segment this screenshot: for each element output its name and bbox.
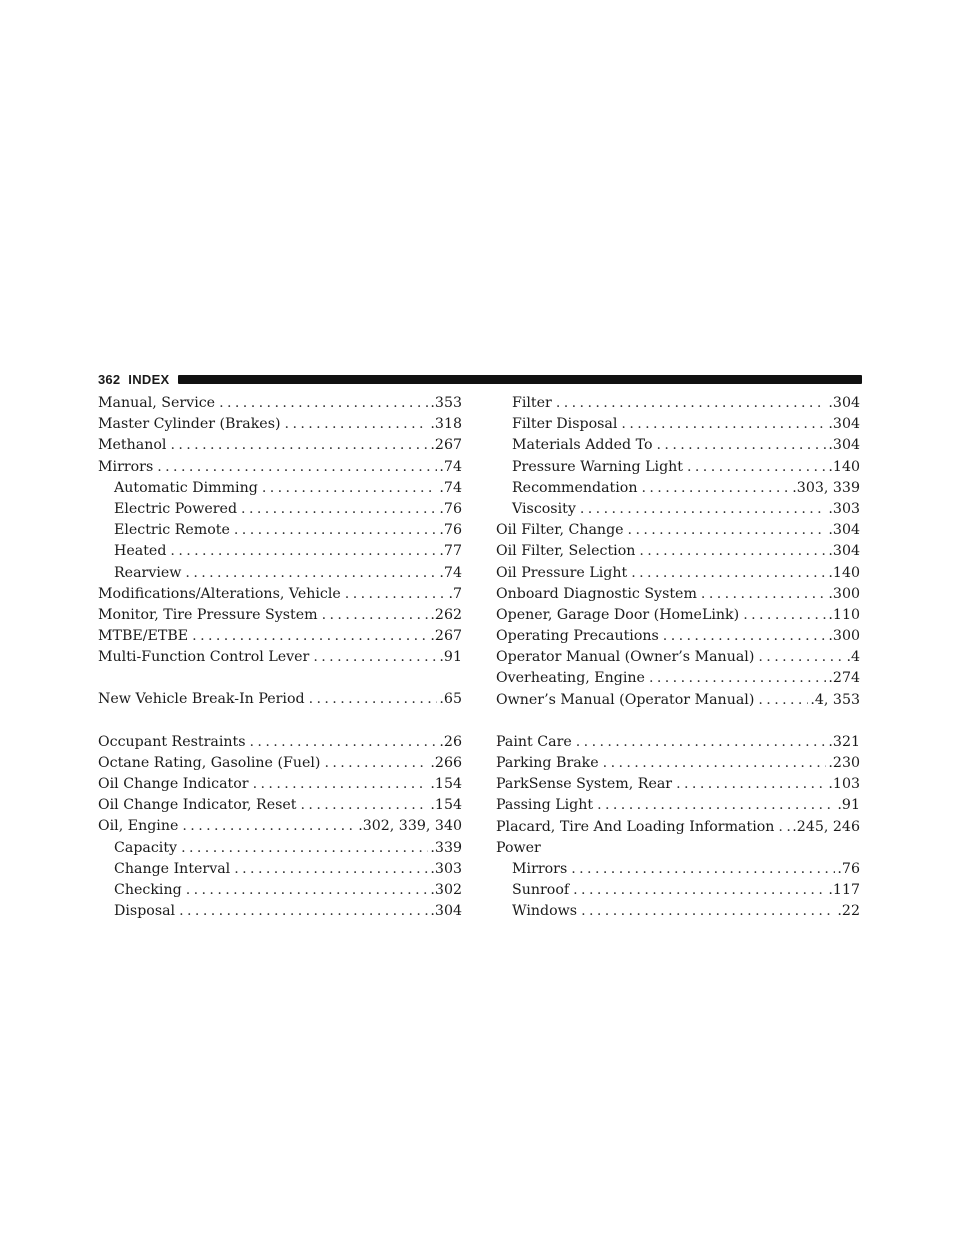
dot-leader [621, 414, 826, 435]
index-pages: .267 [430, 437, 462, 454]
index-pages: .230 [828, 755, 860, 771]
index-term: Oil Change Indicator, Reset [98, 797, 297, 814]
index-subentry [496, 457, 860, 478]
dot-leader [778, 817, 790, 838]
index-term: Mirrors [512, 860, 568, 877]
index-term: Paint Care [496, 733, 572, 750]
index-entry [98, 774, 462, 795]
dot-leader [313, 647, 437, 668]
index-pages: .353 [430, 395, 462, 411]
index-entry [98, 605, 462, 626]
dot-leader [663, 626, 827, 647]
index-entry [496, 584, 860, 605]
index-subentry [98, 838, 462, 859]
index-term: Viscosity [512, 500, 576, 517]
index-entry [98, 753, 462, 774]
index-term: Operating Precautions [496, 628, 659, 645]
dot-leader [301, 795, 429, 816]
dot-leader [170, 435, 428, 456]
index-term: Materials Added To [512, 437, 653, 454]
index-entry [496, 774, 860, 795]
section-title: INDEX [128, 371, 170, 387]
dot-leader [641, 478, 790, 499]
index-subentry [98, 499, 462, 520]
index-term: Automatic Dimming [114, 479, 258, 496]
dot-leader [322, 605, 429, 626]
index-entry [98, 626, 462, 647]
index-pages: .262 [430, 606, 462, 623]
page-header [98, 370, 862, 388]
index-term: Owner’s Manual (Operator Manual) [496, 691, 755, 708]
index-entry [496, 647, 860, 668]
index-subentry [496, 478, 860, 499]
index-term: Oil Pressure Light [496, 564, 628, 581]
index-entry [496, 732, 860, 753]
index-entry [496, 520, 860, 541]
index-term: Methanol [98, 437, 167, 454]
index-pages: .303, 339 [792, 479, 860, 496]
index-subentry [98, 901, 462, 922]
index-pages: .302, 339, 340 [358, 818, 462, 835]
dot-leader [758, 647, 844, 668]
index-pages: .7 [448, 585, 462, 602]
index-term: Monitor, Tire Pressure System [98, 606, 318, 623]
index-entry [496, 817, 860, 838]
index-term: Disposal [114, 903, 176, 920]
index-subentry [98, 563, 462, 584]
index-subentry [98, 478, 462, 499]
index-term: Operator Manual (Owner’s Manual) [496, 649, 755, 666]
dot-leader [285, 414, 429, 435]
index-pages: .304 [828, 522, 860, 539]
index-term: Windows [512, 903, 578, 920]
index-term: Oil, Engine [98, 818, 179, 835]
index-subentry [98, 880, 462, 901]
dot-leader [185, 563, 437, 584]
dot-leader [157, 457, 437, 478]
index-pages: .267 [430, 628, 462, 645]
index-pages: .304 [828, 416, 860, 433]
dot-leader [628, 520, 827, 541]
index-entry [98, 393, 462, 414]
index-pages: .74 [439, 458, 462, 475]
page-number: 362 [98, 371, 121, 387]
index-subentry [496, 901, 860, 922]
index-pages: .304 [828, 395, 860, 411]
dot-leader [676, 774, 826, 795]
dot-leader [192, 626, 428, 647]
dot-leader [571, 859, 835, 880]
dot-leader [603, 753, 827, 774]
index-pages: .303 [430, 860, 462, 877]
index-pages: .303 [828, 500, 860, 517]
index-term: Overheating, Engine [496, 670, 645, 687]
index-term: Oil Change Indicator [98, 776, 249, 792]
dot-leader [687, 457, 826, 478]
index-entry [98, 816, 462, 837]
index-entry [98, 584, 462, 605]
index-pages: .300 [828, 585, 860, 602]
index-pages: .339 [430, 839, 462, 856]
dot-leader [309, 689, 438, 710]
index-entry [98, 795, 462, 816]
index-subentry [496, 393, 860, 414]
index-term: Mirrors [98, 458, 154, 475]
dot-leader [170, 541, 437, 562]
index-entry [98, 732, 462, 753]
dot-leader [324, 753, 428, 774]
index-term: Recommendation [512, 479, 638, 496]
index-term: Oil Filter, Change [496, 522, 624, 539]
index-subentry [496, 859, 860, 880]
index-entry [496, 605, 860, 626]
index-term: Manual, Service [98, 395, 216, 411]
dot-leader [186, 880, 429, 901]
index-entry [98, 647, 462, 668]
index-pages: .154 [430, 797, 462, 814]
index-pages: .76 [439, 522, 462, 539]
index-pages: .74 [439, 564, 462, 581]
index-pages: .304 [828, 437, 860, 454]
index-term: Oil Filter, Selection [496, 543, 636, 560]
index-entry [496, 690, 860, 711]
index-subentry [496, 499, 860, 520]
index-pages: .245, 246 [792, 818, 860, 835]
index-pages: .4, 353 [810, 691, 860, 708]
index-pages: .154 [430, 776, 462, 792]
dot-leader [657, 435, 827, 456]
dot-leader [556, 393, 827, 414]
index-term: Multi-Function Control Lever [98, 649, 310, 666]
index-pages: .318 [430, 416, 462, 433]
index-pages: .65 [439, 691, 462, 708]
index-column-right [496, 393, 860, 923]
index-term: Parking Brake [496, 755, 599, 771]
index-pages: .321 [828, 733, 860, 750]
index-pages: .110 [828, 606, 860, 623]
index-term: Power [496, 839, 541, 856]
index-pages: .140 [828, 458, 860, 475]
index-entry [496, 626, 860, 647]
dot-leader [179, 901, 428, 922]
index-pages: .4 [846, 649, 860, 666]
index-term: Checking [114, 881, 182, 898]
index-subentry [98, 520, 462, 541]
dot-leader [649, 668, 826, 689]
index-subentry [496, 414, 860, 435]
dot-leader [234, 520, 438, 541]
index-subentry [496, 435, 860, 456]
index-term: Placard, Tire And Loading Information [496, 818, 775, 835]
index-term: Onboard Diagnostic System [496, 585, 697, 602]
dot-leader [639, 541, 826, 562]
index-subentry [98, 859, 462, 880]
index-entry [496, 563, 860, 584]
index-pages: .302 [430, 881, 462, 898]
index-term: Filter Disposal [512, 416, 618, 433]
index-entry [496, 753, 860, 774]
index-pages: .117 [828, 882, 860, 899]
index-entry [98, 414, 462, 435]
index-entry [496, 795, 860, 816]
index-term: Capacity [114, 839, 178, 856]
index-pages: .76 [439, 500, 462, 517]
index-entry [496, 541, 860, 562]
index-pages: .26 [439, 733, 462, 750]
dot-leader [241, 499, 437, 520]
index-subentry [98, 541, 462, 562]
dot-leader [253, 774, 429, 795]
index-pages: .140 [828, 564, 860, 581]
dot-leader [181, 838, 428, 859]
index-term: Octane Rating, Gasoline (Fuel) [98, 754, 321, 771]
dot-leader [576, 732, 827, 753]
dot-leader [262, 478, 438, 499]
index-term: Opener, Garage Door (HomeLink) [496, 606, 740, 623]
index-subentry [496, 880, 860, 901]
index-heading [496, 838, 860, 859]
index-pages: .77 [439, 543, 462, 560]
dot-leader [743, 605, 826, 626]
index-pages: .274 [828, 670, 860, 687]
dot-leader [182, 816, 356, 837]
index-pages: .22 [837, 903, 860, 920]
index-pages: .300 [828, 628, 860, 645]
index-term: Electric Powered [114, 500, 238, 517]
index-term: Master Cylinder (Brakes) [98, 416, 281, 433]
dot-leader [580, 499, 827, 520]
dot-leader [758, 690, 808, 711]
index-pages: .304 [430, 903, 462, 920]
dot-leader [345, 584, 447, 605]
index-pages: .91 [439, 649, 462, 666]
index-entry [98, 435, 462, 456]
index-pages: .266 [430, 754, 462, 771]
index-term: Heated [114, 543, 167, 560]
index-term: Electric Remote [114, 522, 230, 539]
dot-leader [631, 563, 826, 584]
index-term: Passing Light [496, 797, 594, 814]
index-term: New Vehicle Break-In Period [98, 691, 305, 708]
dot-leader [581, 901, 835, 922]
index-entry [98, 457, 462, 478]
dot-leader [234, 859, 428, 880]
index-term: Pressure Warning Light [512, 458, 683, 475]
index-term: Filter [512, 395, 552, 411]
index-entry [496, 668, 860, 689]
dot-leader [250, 732, 438, 753]
header-rule [178, 375, 862, 384]
index-pages: .103 [828, 776, 860, 793]
index-term: ParkSense System, Rear [496, 776, 673, 793]
dot-leader [573, 880, 826, 901]
index-term: Rearview [114, 564, 182, 581]
index-entry [98, 689, 462, 710]
index-pages: .76 [837, 860, 860, 877]
index-pages: .304 [828, 543, 860, 560]
index-pages: .74 [439, 479, 462, 496]
index-term: Occupant Restraints [98, 733, 246, 750]
index-pages: .91 [837, 797, 860, 814]
index-term: MTBE/ETBE [98, 628, 189, 645]
index-term: Change Interval [114, 860, 231, 877]
dot-leader [219, 393, 428, 414]
index-term: Modifications/Alterations, Vehicle [98, 585, 341, 602]
dot-leader [701, 584, 827, 605]
index-column-left [98, 393, 462, 922]
dot-leader [597, 795, 835, 816]
index-term: Sunroof [512, 882, 570, 899]
